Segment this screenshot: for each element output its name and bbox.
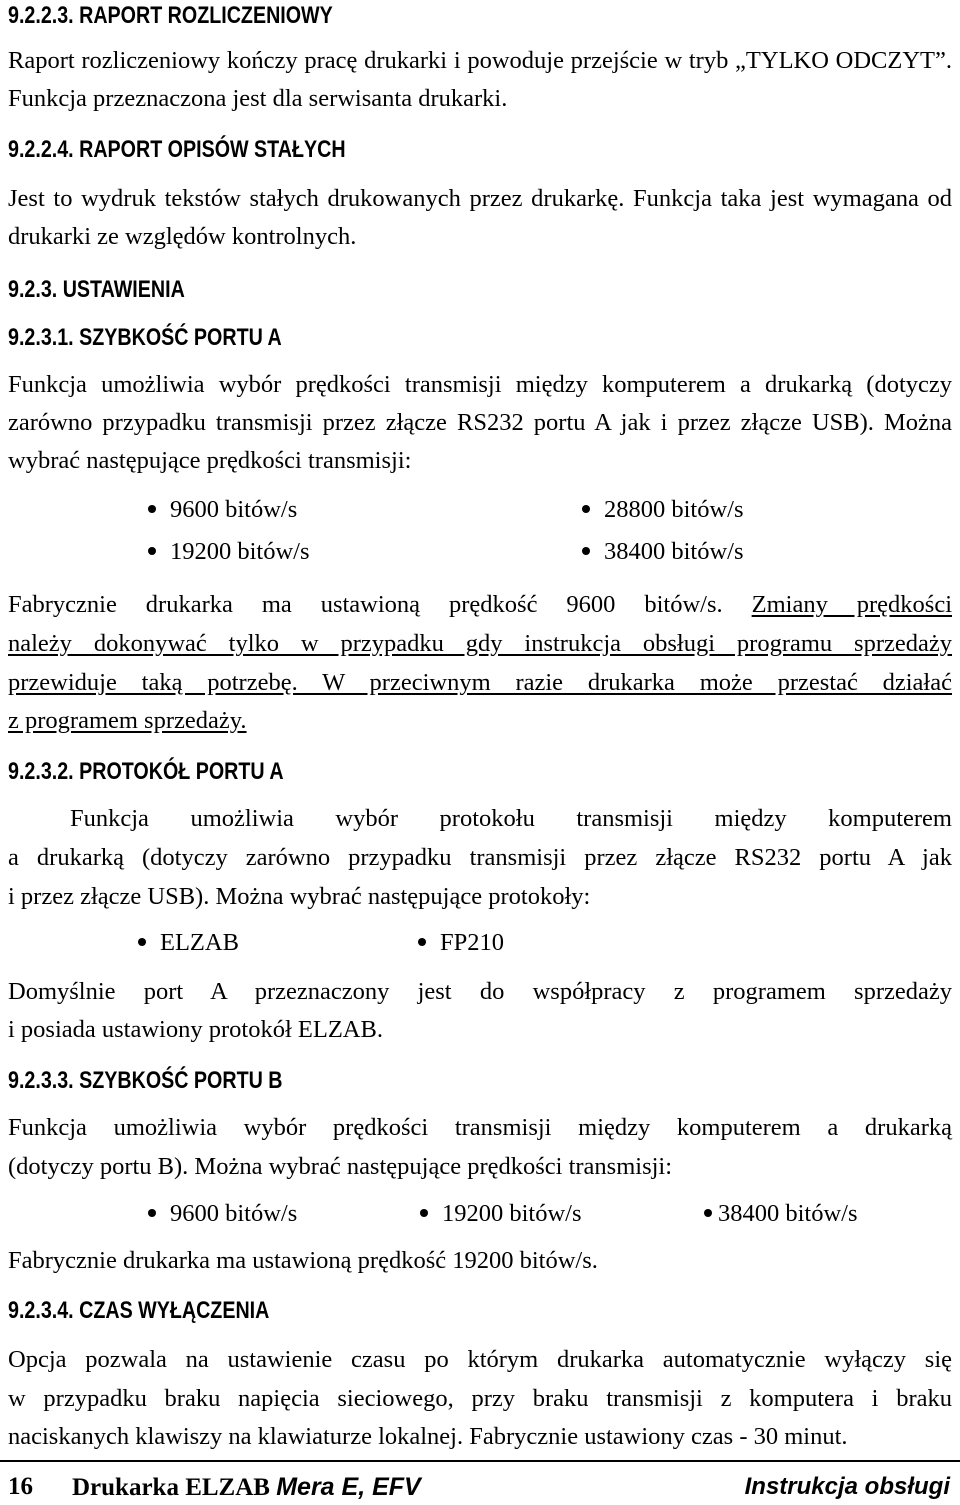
bullet-icon — [418, 938, 426, 946]
underlined-note: Zmiany prędkości — [751, 591, 953, 618]
paragraph-line: Opcja pozwala na ustawienie czasu po którym drukarka automatycznie wyłączy się — [8, 1346, 952, 1373]
paragraph-line: i przez złącze USB). Można wybrać następujące protokoły: — [8, 883, 591, 910]
list-item: 9600 bitów/s — [148, 1199, 297, 1229]
paragraph-line: (dotyczy portu B). Można wybrać następujące prędkości transmisji: — [8, 1153, 673, 1180]
underlined-note: należy dokonywać tylko w przypadku gdy instrukcja obsługi programu sprzedaży — [8, 630, 952, 657]
paragraph-line: Funkcja umożliwia wybór protokołu transmisji między komputerem — [70, 805, 952, 832]
footer-divider — [0, 1460, 960, 1462]
footer-model: Mera E, EFV — [276, 1473, 421, 1501]
bullet-icon — [582, 547, 590, 555]
bullet-icon — [582, 505, 590, 513]
paragraph-line: Fabrycznie drukarka ma ustawioną prędkość 9600 bitów/s. Zmiany prędkości — [8, 591, 953, 618]
section-heading: 9.2.2.3. RAPORT ROZLICZENIOWY — [8, 2, 333, 29]
section-heading: 9.2.3.1. SZYBKOŚĆ PORTU A — [8, 324, 282, 351]
paragraph-line: Fabrycznie drukarka ma ustawioną prędkość 19200 bitów/s. — [8, 1247, 598, 1274]
list-item: 38400 bitów/s — [582, 537, 744, 567]
underlined-note: z programem sprzedaży. — [8, 707, 247, 734]
bullet-icon — [148, 1209, 156, 1217]
bullet-icon — [704, 1209, 712, 1217]
paragraph-line: w przypadku braku napięcia sieciowego, przy braku transmisji z komputera i braku — [8, 1385, 952, 1412]
section-heading: 9.2.3.4. CZAS WYŁĄCZENIA — [8, 1297, 270, 1324]
section-heading: 9.2.3. USTAWIENIA — [8, 276, 185, 303]
paragraph: Jest to wydruk tekstów stałych drukowanych przez drukarkę. Funkcja taka jest wymagana od drukarki ze względów kontrolnych. — [8, 185, 952, 250]
bullet-icon — [420, 1209, 428, 1217]
paragraph: Raport rozliczeniowy kończy pracę drukarki i powoduje przejście w tryb „TYLKO ODCZYT”. Funkcja przeznaczona jest dla serwisanta drukarki. — [8, 47, 952, 112]
bullet-icon — [148, 547, 156, 555]
list-item: 19200 bitów/s — [148, 537, 310, 567]
list-item: ELZAB — [138, 928, 239, 958]
page-number: 16 — [8, 1473, 33, 1500]
list-item: 19200 bitów/s — [420, 1199, 582, 1229]
list-item: 28800 bitów/s — [582, 495, 744, 525]
bullet-icon — [138, 938, 146, 946]
footer-title: Drukarka ELZAB Mera E, EFV — [72, 1473, 421, 1501]
underlined-note: przewiduje taką potrzebę. W przeciwnym razie drukarka może przestać działać — [8, 669, 952, 696]
paragraph: Funkcja umożliwia wybór prędkości transmisji między komputerem a drukarką (dotyczy zarówno przypadku transmisji przez złącze RS232 portu A jak i przez złącze USB). Można wybrać następujące prędkości transmisji: — [8, 371, 952, 474]
list-item: 38400 bitów/s — [704, 1199, 858, 1229]
paragraph-line: naciskanych klawiszy na klawiaturze lokalnej. Fabrycznie ustawiony czas - 30 minut. — [8, 1423, 848, 1450]
section-heading: 9.2.3.3. SZYBKOŚĆ PORTU B — [8, 1067, 283, 1094]
footer-manual-label: Instrukcja obsługi — [744, 1473, 950, 1500]
paragraph-line: Domyślnie port A przeznaczony jest do współpracy z programem sprzedaży — [8, 978, 952, 1005]
list-item: FP210 — [418, 928, 504, 958]
paragraph-line: a drukarką (dotyczy zarówno przypadku transmisji przez złącze RS232 portu A jak — [8, 844, 952, 871]
bullet-icon — [148, 505, 156, 513]
list-item: 9600 bitów/s — [148, 495, 297, 525]
paragraph-line: Funkcja umożliwia wybór prędkości transmisji między komputerem a drukarką — [8, 1114, 952, 1141]
section-heading: 9.2.2.4. RAPORT OPISÓW STAŁYCH — [8, 136, 346, 163]
paragraph-line: i posiada ustawiony protokół ELZAB. — [8, 1016, 383, 1043]
section-heading: 9.2.3.2. PROTOKÓŁ PORTU A — [8, 758, 284, 785]
